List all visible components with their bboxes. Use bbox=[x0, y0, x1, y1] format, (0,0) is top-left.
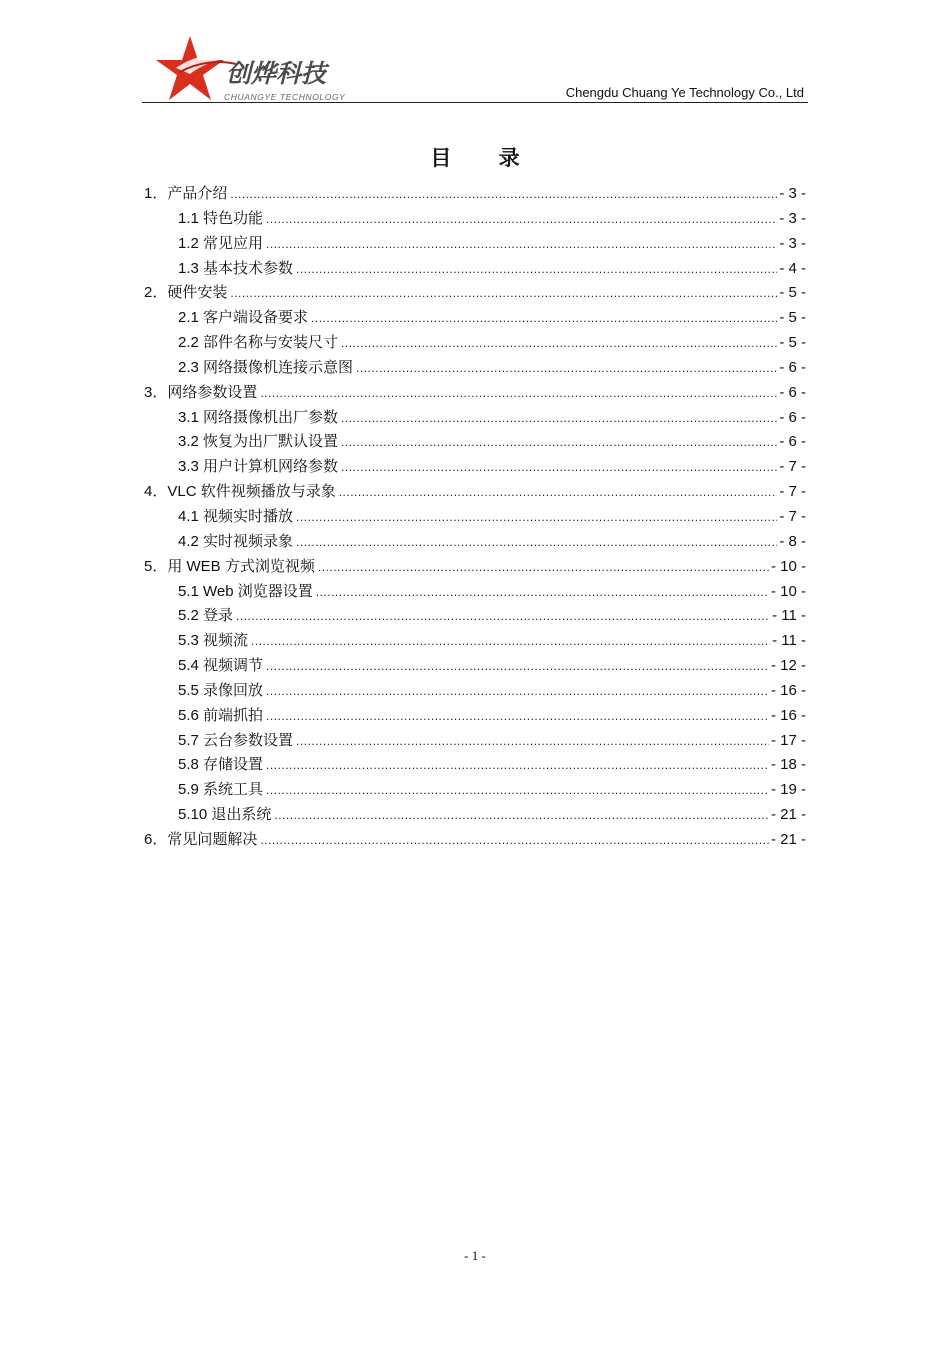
toc-entry[interactable] bbox=[144, 629, 806, 654]
toc-entry[interactable] bbox=[144, 803, 806, 828]
toc-dot-leader bbox=[296, 263, 777, 275]
toc-dot-leader bbox=[236, 610, 770, 622]
toc-entry[interactable] bbox=[144, 455, 806, 480]
toc-entry[interactable] bbox=[144, 381, 806, 406]
toc-entry-page: - 21 - bbox=[770, 806, 806, 824]
toc-dot-leader bbox=[230, 188, 777, 200]
toc-entry-page: - 18 - bbox=[770, 756, 806, 774]
toc-entry[interactable] bbox=[144, 182, 806, 207]
toc-entry-page: - 16 - bbox=[770, 681, 806, 699]
toc-dot-leader bbox=[341, 461, 777, 473]
toc-entry-page: - 12 - bbox=[770, 657, 806, 675]
toc-entry-label: 5.1 Web 浏览器设置 bbox=[178, 582, 313, 600]
toc-entry-label: 4.1 视频实时播放 bbox=[178, 507, 294, 525]
toc-entry-label: 5.4 视频调节 bbox=[178, 657, 264, 675]
toc-entry-label: 5.5 录像回放 bbox=[178, 681, 264, 699]
toc-entry[interactable] bbox=[144, 530, 806, 555]
toc-dot-leader bbox=[341, 337, 777, 349]
toc-entry[interactable] bbox=[144, 604, 806, 629]
toc-entry-page: - 7 - bbox=[779, 458, 806, 476]
toc-entry-page: - 6 - bbox=[779, 358, 806, 376]
toc-entry-page: - 10 - bbox=[770, 557, 806, 575]
toc-entry-page: - 11 - bbox=[772, 632, 806, 650]
toc-entry[interactable] bbox=[144, 828, 806, 853]
company-name: Chengdu Chuang Ye Technology Co., Ltd bbox=[565, 85, 804, 100]
toc-dot-leader bbox=[311, 312, 777, 324]
toc-entry-label: 5.10 退出系统 bbox=[178, 806, 272, 824]
toc-entry-page: - 21 - bbox=[770, 830, 806, 848]
toc-title: 目 录 bbox=[430, 146, 540, 170]
toc-dot-leader bbox=[318, 561, 769, 573]
toc-entry[interactable] bbox=[144, 654, 806, 679]
toc-entry-page: - 6 - bbox=[779, 433, 806, 451]
toc-dot-leader bbox=[266, 784, 769, 796]
toc-entry-page: - 3 - bbox=[779, 209, 806, 227]
toc-dot-leader bbox=[260, 834, 769, 846]
toc-entry-label: 3．网络参数设置 bbox=[144, 383, 258, 401]
toc-dot-leader bbox=[296, 511, 777, 523]
toc-entry[interactable] bbox=[144, 580, 806, 605]
toc-dot-leader bbox=[341, 412, 777, 424]
toc-entry-label: 1.1 特色功能 bbox=[178, 209, 264, 227]
toc-entry[interactable] bbox=[144, 430, 806, 455]
toc-dot-leader bbox=[266, 759, 769, 771]
toc-entry-page: - 16 - bbox=[770, 706, 806, 724]
logo-chinese-name: 创烨科技 bbox=[226, 59, 327, 88]
toc-entry-label: 5.2 登录 bbox=[178, 607, 234, 625]
toc-entry-label: 1.2 常见应用 bbox=[178, 234, 264, 252]
toc-dot-leader bbox=[230, 287, 777, 299]
toc-entry[interactable] bbox=[144, 753, 806, 778]
toc-entry-page: - 3 - bbox=[779, 185, 806, 202]
toc-entry-label: 1.3 基本技术参数 bbox=[178, 259, 294, 277]
toc-entry[interactable] bbox=[144, 505, 806, 530]
toc-entry-label: 5．用 WEB 方式浏览视频 bbox=[144, 557, 315, 575]
toc-dot-leader bbox=[316, 586, 769, 598]
toc-entry[interactable] bbox=[144, 679, 806, 704]
toc-dot-leader bbox=[296, 536, 777, 548]
toc-entry[interactable] bbox=[144, 555, 806, 580]
red-star-logo-icon bbox=[146, 32, 366, 104]
toc-entry[interactable] bbox=[144, 281, 806, 306]
toc-entry-label: 3.2 恢复为出厂默认设置 bbox=[178, 433, 339, 451]
toc-entry-page: - 7 - bbox=[779, 483, 806, 501]
toc-entry-label: 5.7 云台参数设置 bbox=[178, 731, 294, 749]
toc-entry-label: 2.2 部件名称与安装尺寸 bbox=[178, 334, 339, 352]
toc-entry-label: 2．硬件安装 bbox=[144, 284, 228, 302]
toc-entry-label: 6．常见问题解决 bbox=[144, 830, 258, 848]
toc-entry[interactable] bbox=[144, 356, 806, 381]
toc-entry-page: - 19 - bbox=[770, 781, 806, 799]
toc-entry[interactable] bbox=[144, 729, 806, 754]
toc-entry-page: - 3 - bbox=[779, 234, 806, 252]
toc-entry-label: 4.2 实时视频录象 bbox=[178, 532, 294, 550]
toc-entry-label: 2.1 客户端设备要求 bbox=[178, 309, 309, 327]
toc-entry-label: 3.3 用户计算机网络参数 bbox=[178, 458, 339, 476]
page-number: - 1 - bbox=[464, 1248, 486, 1263]
toc-dot-leader bbox=[266, 710, 769, 722]
toc-entry-label: 5.3 视频流 bbox=[178, 632, 249, 650]
toc-entry[interactable] bbox=[144, 232, 806, 257]
toc-entry-page: - 5 - bbox=[779, 309, 806, 327]
toc-entry-label: 2.3 网络摄像机连接示意图 bbox=[178, 358, 354, 376]
toc-entry[interactable] bbox=[144, 306, 806, 331]
toc-dot-leader bbox=[296, 735, 769, 747]
toc-entry-label: 5.9 系统工具 bbox=[178, 781, 264, 799]
toc-entry[interactable] bbox=[144, 406, 806, 431]
page-header bbox=[142, 30, 808, 104]
toc-entry-label: 4．VLC 软件视频播放与录象 bbox=[144, 483, 336, 501]
table-of-contents bbox=[144, 182, 806, 853]
toc-entry-label: 5.8 存储设置 bbox=[178, 756, 264, 774]
toc-dot-leader bbox=[266, 238, 777, 250]
logo-english-name: CHUANGYE TECHNOLOGY bbox=[224, 92, 346, 102]
toc-entry-page: - 6 - bbox=[779, 408, 806, 426]
toc-entry-page: - 10 - bbox=[770, 582, 806, 600]
toc-dot-leader bbox=[339, 486, 778, 498]
toc-entry[interactable] bbox=[144, 704, 806, 729]
toc-dot-leader bbox=[266, 213, 777, 225]
toc-entry-page: - 5 - bbox=[779, 334, 806, 352]
toc-entry-page: - 11 - bbox=[772, 607, 806, 625]
toc-entry-page: - 6 - bbox=[779, 383, 806, 401]
toc-entry-page: - 8 - bbox=[779, 532, 806, 550]
toc-entry-label: 1．产品介绍 bbox=[144, 185, 228, 202]
toc-dot-leader bbox=[266, 685, 769, 697]
toc-entry-page: - 17 - bbox=[770, 731, 806, 749]
toc-dot-leader bbox=[251, 635, 770, 647]
toc-dot-leader bbox=[341, 436, 777, 448]
toc-entry[interactable] bbox=[144, 778, 806, 803]
toc-entry-page: - 5 - bbox=[779, 284, 806, 302]
toc-entry[interactable] bbox=[144, 480, 806, 505]
toc-dot-leader bbox=[356, 362, 777, 374]
toc-entry-page: - 4 - bbox=[779, 259, 806, 277]
company-logo bbox=[146, 32, 366, 104]
toc-entry[interactable] bbox=[144, 331, 806, 356]
header-divider bbox=[142, 102, 808, 103]
toc-entry-label: 3.1 网络摄像机出厂参数 bbox=[178, 408, 339, 426]
toc-dot-leader bbox=[260, 387, 777, 399]
toc-entry[interactable] bbox=[144, 257, 806, 282]
toc-entry-label: 5.6 前端抓拍 bbox=[178, 706, 264, 724]
toc-entry-page: - 7 - bbox=[779, 507, 806, 525]
toc-entry[interactable] bbox=[144, 207, 806, 232]
toc-dot-leader bbox=[274, 809, 769, 821]
toc-dot-leader bbox=[266, 660, 769, 672]
